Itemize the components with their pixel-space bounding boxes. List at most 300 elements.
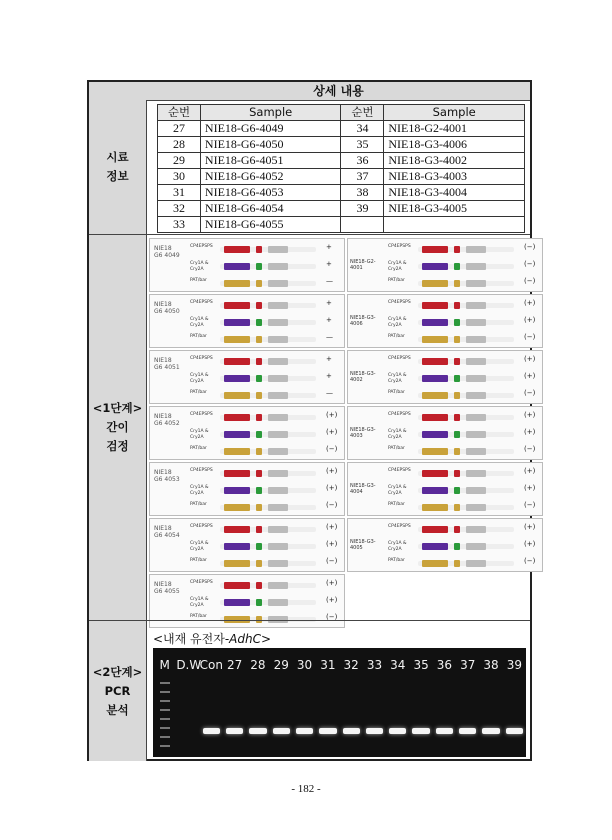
strip-panel xyxy=(149,294,345,348)
strip-control-area xyxy=(268,431,288,438)
strip-sample-pad xyxy=(224,246,250,253)
test-strip xyxy=(388,502,520,514)
table-row xyxy=(158,217,525,233)
handwritten-sample-note: NIE18 G6 4055 xyxy=(154,581,180,595)
gel-lane-label: 33 xyxy=(366,658,383,672)
strip-control-area xyxy=(466,280,486,287)
strip-control-area xyxy=(268,504,288,511)
strip-label: PAT/bar xyxy=(388,334,405,339)
strip-test-line xyxy=(454,336,460,343)
strip-label: PAT/bar xyxy=(388,278,405,283)
strip-control-area xyxy=(268,392,288,399)
strip-test-line xyxy=(256,414,262,421)
test-strip xyxy=(388,429,520,441)
col-header: Sample xyxy=(200,105,341,121)
result-mark: + xyxy=(326,260,332,268)
strip-label: Cry1A & Cry2A xyxy=(388,429,407,440)
strip-sample-pad xyxy=(422,263,448,270)
strip-panel xyxy=(347,294,543,348)
strip-label: CP4EPSPS xyxy=(388,412,411,417)
row-label-sample-info xyxy=(89,100,147,234)
strip-label: CP4EPSPS xyxy=(190,244,213,249)
table-row xyxy=(158,169,525,185)
table-row xyxy=(158,121,525,137)
strip-sample-pad xyxy=(224,319,250,326)
test-strip xyxy=(388,373,520,385)
strip-sample-pad xyxy=(422,487,448,494)
strip-control-area xyxy=(268,263,288,270)
result-mark: (+) xyxy=(326,596,338,604)
row-label-line: 분석 xyxy=(106,702,129,717)
order-cell: 39 xyxy=(341,201,384,217)
result-mark: + xyxy=(326,243,332,251)
strip-control-area xyxy=(268,375,288,382)
test-strip xyxy=(190,580,322,592)
panel-sample-id: NIE18-G3-4003 xyxy=(350,427,376,439)
strip-label: Cry1A & Cry2A xyxy=(190,317,209,328)
strip-test-line xyxy=(454,504,460,511)
strip-test-line xyxy=(256,487,262,494)
strip-test-line xyxy=(256,375,262,382)
strip-control-area xyxy=(268,448,288,455)
strip-control-area xyxy=(268,358,288,365)
strip-control-area xyxy=(466,263,486,270)
detail-frame xyxy=(87,80,536,761)
result-mark: (−) xyxy=(524,445,536,453)
result-mark: (−) xyxy=(326,557,338,565)
pcr-gel-image xyxy=(153,648,526,757)
result-mark: (+) xyxy=(524,428,536,436)
result-mark: (+) xyxy=(524,372,536,380)
order-cell: 29 xyxy=(158,153,201,169)
test-strip xyxy=(388,558,520,570)
strip-label: PAT/bar xyxy=(388,446,405,451)
test-strip xyxy=(388,468,520,480)
strip-control-area xyxy=(268,582,288,589)
strip-label: Cry1A & Cry2A xyxy=(388,373,407,384)
strip-label: CP4EPSPS xyxy=(190,468,213,473)
strip-panel xyxy=(347,350,543,404)
strip-sample-pad xyxy=(224,263,250,270)
test-strip xyxy=(388,412,520,424)
sample-cell: NIE18-G3-4004 xyxy=(384,185,525,201)
strip-label: Cry1A & Cry2A xyxy=(190,373,209,384)
result-mark: (+) xyxy=(326,411,338,419)
sample-cell xyxy=(384,217,525,233)
strip-control-area xyxy=(268,336,288,343)
strip-sample-pad xyxy=(422,431,448,438)
test-strip xyxy=(190,485,322,497)
result-mark: (+) xyxy=(524,484,536,492)
strip-label: CP4EPSPS xyxy=(190,412,213,417)
strip-test-line xyxy=(256,448,262,455)
strip-control-area xyxy=(466,526,486,533)
gel-lane-label: 28 xyxy=(250,658,266,672)
gel-band xyxy=(249,728,266,734)
strip-label: CP4EPSPS xyxy=(388,244,411,249)
order-cell: 31 xyxy=(158,185,201,201)
strip-label: CP4EPSPS xyxy=(388,356,411,361)
strip-test-line xyxy=(454,414,460,421)
strip-label: PAT/bar xyxy=(388,390,405,395)
order-cell: 38 xyxy=(341,185,384,201)
strip-control-area xyxy=(466,414,486,421)
sample-cell: NIE18-G3-4003 xyxy=(384,169,525,185)
strip-sample-pad xyxy=(422,448,448,455)
handwritten-sample-note: NIE18 G6 4050 xyxy=(154,301,180,315)
test-strip xyxy=(190,390,322,402)
strip-control-area xyxy=(466,560,486,567)
strip-control-area xyxy=(268,526,288,533)
strip-sample-pad xyxy=(224,560,250,567)
pcr-caption-gene: AdhC xyxy=(229,632,261,646)
strip-sample-pad xyxy=(224,280,250,287)
result-mark: + xyxy=(326,299,332,307)
page-number: - 182 - xyxy=(291,783,321,795)
strip-sample-pad xyxy=(224,375,250,382)
test-strip xyxy=(190,468,322,480)
test-strip xyxy=(190,356,322,368)
strip-control-area xyxy=(466,487,486,494)
gel-band xyxy=(366,728,383,734)
strip-label: PAT/bar xyxy=(388,558,405,563)
result-mark: (−) xyxy=(524,389,536,397)
result-mark: (+) xyxy=(524,467,536,475)
sample-cell: NIE18-G6-4051 xyxy=(200,153,341,169)
strip-test-line xyxy=(454,470,460,477)
gel-band xyxy=(296,728,313,734)
ladder-band xyxy=(160,682,170,684)
test-strip xyxy=(190,558,322,570)
order-cell: 33 xyxy=(158,217,201,233)
gel-lane-label: 29 xyxy=(273,658,289,672)
strip-panel xyxy=(149,518,345,572)
strip-control-area xyxy=(268,599,288,606)
gel-band xyxy=(343,728,360,734)
strip-sample-pad xyxy=(422,336,448,343)
ladder-band xyxy=(160,736,170,738)
result-mark: — xyxy=(326,277,333,285)
test-strip xyxy=(388,541,520,553)
strip-test-line xyxy=(256,358,262,365)
strip-sample-pad xyxy=(224,358,250,365)
strip-test-line xyxy=(256,526,262,533)
strip-sample-pad xyxy=(224,582,250,589)
test-strip xyxy=(190,412,322,424)
gel-lane-label: 38 xyxy=(483,658,499,672)
strip-label: Cry1A & Cry2A xyxy=(190,541,209,552)
strip-label: PAT/bar xyxy=(190,334,207,339)
strip-test-line xyxy=(256,543,262,550)
strip-test-line xyxy=(454,246,460,253)
gel-lane-label: 32 xyxy=(343,658,359,672)
strip-sample-pad xyxy=(224,470,250,477)
test-strip xyxy=(190,541,322,553)
strip-test-line xyxy=(454,263,460,270)
result-mark: (−) xyxy=(326,445,338,453)
gel-band xyxy=(203,728,220,734)
ladder-band xyxy=(160,691,170,693)
gel-band xyxy=(506,728,523,734)
result-mark: (+) xyxy=(326,523,338,531)
strip-label: PAT/bar xyxy=(388,502,405,507)
handwritten-sample-note: NIE18 G6 4049 xyxy=(154,245,180,259)
strip-sample-pad xyxy=(224,504,250,511)
order-cell: 32 xyxy=(158,201,201,217)
gel-lane-label: 36 xyxy=(436,658,453,672)
row-label-line: <1단계> xyxy=(92,401,143,415)
sample-cell: NIE18-G6-4049 xyxy=(200,121,341,137)
ladder-band xyxy=(160,745,170,747)
gel-band xyxy=(389,728,406,734)
strip-sample-pad xyxy=(422,319,448,326)
sample-cell: NIE18-G3-4006 xyxy=(384,137,525,153)
strip-control-area xyxy=(466,246,486,253)
handwritten-sample-note: NIE18 G6 4054 xyxy=(154,525,180,539)
strip-label: Cry1A & Cry2A xyxy=(388,485,407,496)
strip-sample-pad xyxy=(422,246,448,253)
strip-panel xyxy=(347,238,543,292)
strip-test-line xyxy=(454,375,460,382)
strip-label: PAT/bar xyxy=(190,502,207,507)
strip-test-line xyxy=(256,392,262,399)
strip-test-line xyxy=(454,319,460,326)
ladder-band xyxy=(160,718,170,720)
result-mark: (+) xyxy=(524,316,536,324)
strip-label: CP4EPSPS xyxy=(190,300,213,305)
strip-control-area xyxy=(268,543,288,550)
result-mark: (−) xyxy=(524,277,536,285)
test-strip xyxy=(388,261,520,273)
order-cell: 34 xyxy=(341,121,384,137)
header-title: 상세 내용 xyxy=(147,82,530,101)
strip-sample-pad xyxy=(224,487,250,494)
strip-control-area xyxy=(466,336,486,343)
pcr-caption xyxy=(153,630,271,647)
sample-cell: NIE18-G3-4005 xyxy=(384,201,525,217)
strip-label: Cry1A & Cry2A xyxy=(190,485,209,496)
row-label-line: 시료 xyxy=(106,150,129,164)
result-mark: (−) xyxy=(326,613,338,621)
result-mark: (−) xyxy=(524,557,536,565)
gel-lane-label: 39 xyxy=(506,658,522,672)
result-mark: (−) xyxy=(326,501,338,509)
strip-test-line xyxy=(256,263,262,270)
strip-test-line xyxy=(256,336,262,343)
header-left-cell xyxy=(89,82,148,101)
result-mark: + xyxy=(326,316,332,324)
strip-panel xyxy=(149,238,345,292)
strip-test-line xyxy=(454,560,460,567)
strip-control-area xyxy=(466,504,486,511)
table-row xyxy=(158,137,525,153)
strip-test-line xyxy=(256,280,262,287)
strip-control-area xyxy=(268,319,288,326)
strip-sample-pad xyxy=(224,599,250,606)
strip-label: Cry1A & Cry2A xyxy=(388,541,407,552)
strip-panel xyxy=(347,462,543,516)
result-mark: (+) xyxy=(326,484,338,492)
strip-test-line xyxy=(454,487,460,494)
strip-panel xyxy=(149,350,345,404)
panel-sample-id: NIE18-G3-4004 xyxy=(350,483,376,495)
sample-cell: NIE18-G6-4054 xyxy=(200,201,341,217)
ladder-band xyxy=(160,700,170,702)
strip-label: Cry1A & Cry2A xyxy=(190,429,209,440)
strip-sample-pad xyxy=(224,526,250,533)
sample-cell: NIE18-G3-4002 xyxy=(384,153,525,169)
handwritten-sample-note: NIE18 G6 4052 xyxy=(154,413,180,427)
panel-sample-id: NIE18-G3-4002 xyxy=(350,371,376,383)
strip-test-line xyxy=(256,319,262,326)
result-mark: (+) xyxy=(326,540,338,548)
ladder-band xyxy=(160,709,170,711)
strip-sample-pad xyxy=(422,302,448,309)
strip-panel xyxy=(347,518,543,572)
row-label-line: 간이 xyxy=(106,420,129,434)
strip-label: Cry1A & Cry2A xyxy=(190,597,209,608)
order-cell xyxy=(341,217,384,233)
strip-test-line xyxy=(256,431,262,438)
strip-test-line xyxy=(256,560,262,567)
strip-label: PAT/bar xyxy=(190,446,207,451)
row-divider xyxy=(89,234,530,235)
strip-control-area xyxy=(466,358,486,365)
strip-panel xyxy=(149,406,345,460)
test-strip xyxy=(190,334,322,346)
test-strip xyxy=(388,334,520,346)
strip-label: PAT/bar xyxy=(190,278,207,283)
sample-cell: NIE18-G6-4050 xyxy=(200,137,341,153)
gel-band xyxy=(226,728,243,734)
gel-band xyxy=(273,728,290,734)
result-mark: (−) xyxy=(524,260,536,268)
strip-panel xyxy=(149,462,345,516)
strip-label: CP4EPSPS xyxy=(190,356,213,361)
result-mark: + xyxy=(326,355,332,363)
strip-test-line xyxy=(454,448,460,455)
test-strip xyxy=(190,300,322,312)
strip-test-line xyxy=(256,582,262,589)
strip-sample-pad xyxy=(422,375,448,382)
strip-control-area xyxy=(466,448,486,455)
strip-test-line xyxy=(454,392,460,399)
strip-sample-pad xyxy=(224,414,250,421)
test-strip xyxy=(388,300,520,312)
pcr-caption-suffix: > xyxy=(260,632,272,646)
test-strip xyxy=(190,597,322,609)
strip-control-area xyxy=(268,246,288,253)
strip-test-line xyxy=(256,470,262,477)
test-strip xyxy=(388,390,520,402)
strip-label: Cry1A & Cry2A xyxy=(388,317,407,328)
test-strip xyxy=(388,356,520,368)
order-cell: 27 xyxy=(158,121,201,137)
result-mark: (+) xyxy=(524,299,536,307)
gel-lane-label: 37 xyxy=(460,658,476,672)
row-label-line: PCR xyxy=(104,683,131,698)
strip-sample-pad xyxy=(422,414,448,421)
gel-band xyxy=(459,728,476,734)
gel-lane-label: M xyxy=(159,658,170,672)
gel-lane-label: D.W xyxy=(176,658,202,672)
strip-label: Cry1A & Cry2A xyxy=(388,261,407,272)
strip-sample-pad xyxy=(422,526,448,533)
strip-control-area xyxy=(466,319,486,326)
sample-table xyxy=(157,104,525,233)
strip-test-line xyxy=(454,358,460,365)
table-row xyxy=(158,185,525,201)
test-strip xyxy=(388,278,520,290)
strip-sample-pad xyxy=(224,336,250,343)
test-strip xyxy=(388,317,520,329)
result-mark: (+) xyxy=(326,467,338,475)
test-strip xyxy=(388,244,520,256)
col-header: Sample xyxy=(384,105,525,121)
result-mark: + xyxy=(326,372,332,380)
strip-test-line xyxy=(256,504,262,511)
strip-control-area xyxy=(268,560,288,567)
result-mark: (+) xyxy=(326,428,338,436)
pcr-caption-prefix: <내재 유전자- xyxy=(153,632,230,646)
strip-label: CP4EPSPS xyxy=(190,524,213,529)
result-mark: (+) xyxy=(326,579,338,587)
row-label-line: 정보 xyxy=(106,169,129,183)
gel-lane-label: 34 xyxy=(390,658,406,672)
result-mark: (+) xyxy=(524,355,536,363)
row-label-step2 xyxy=(89,621,147,761)
strip-test-line xyxy=(256,599,262,606)
strip-sample-pad xyxy=(224,392,250,399)
strip-sample-pad xyxy=(422,358,448,365)
test-strip xyxy=(190,244,322,256)
test-strip xyxy=(190,278,322,290)
strip-control-area xyxy=(466,375,486,382)
order-cell: 28 xyxy=(158,137,201,153)
sample-cell: NIE18-G6-4052 xyxy=(200,169,341,185)
strip-sample-pad xyxy=(224,543,250,550)
strip-test-line xyxy=(454,543,460,550)
gel-lane-label: 35 xyxy=(413,658,429,672)
strip-control-area xyxy=(466,302,486,309)
strip-control-area xyxy=(268,414,288,421)
strip-sample-pad xyxy=(422,470,448,477)
test-strip xyxy=(190,317,322,329)
row-label-step1 xyxy=(89,235,147,620)
test-strip xyxy=(190,446,322,458)
panel-sample-id: NIE18-G3-4005 xyxy=(350,539,376,551)
sample-cell: NIE18-G6-4053 xyxy=(200,185,341,201)
handwritten-sample-note: NIE18 G6 4051 xyxy=(154,357,180,371)
strip-control-area xyxy=(268,470,288,477)
result-mark: (−) xyxy=(524,501,536,509)
result-mark: (−) xyxy=(524,243,536,251)
strip-sample-pad xyxy=(422,560,448,567)
result-mark: (+) xyxy=(524,411,536,419)
strip-label: CP4EPSPS xyxy=(388,300,411,305)
order-cell: 30 xyxy=(158,169,201,185)
gel-lane-label: 27 xyxy=(226,658,243,672)
strip-label: PAT/bar xyxy=(190,558,207,563)
gel-band xyxy=(482,728,499,734)
table-row xyxy=(158,153,525,169)
strip-sample-pad xyxy=(422,504,448,511)
test-strip xyxy=(190,502,322,514)
result-mark: (−) xyxy=(524,333,536,341)
result-mark: (+) xyxy=(524,540,536,548)
table-header-row xyxy=(158,105,525,121)
panel-sample-id: NIE18-G3-4006 xyxy=(350,315,376,327)
